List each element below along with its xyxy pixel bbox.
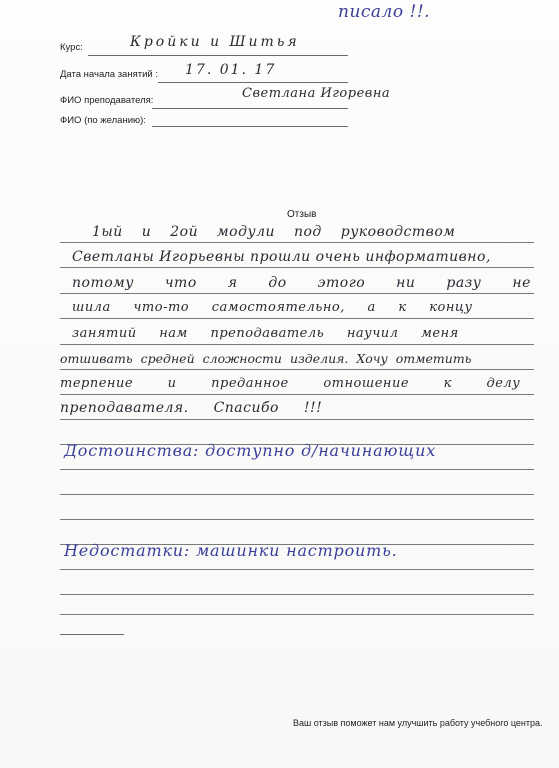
feedback-title: Отзыв [287,209,317,220]
ruled-line [60,394,534,395]
disadvantages-text: Недостатки: машинки настроить. [64,541,398,560]
corner-note: писало !!. [338,2,431,22]
advantages-text: Достоинства: доступно д/начинающих [64,441,437,460]
ruled-line [60,419,534,420]
ruled-line [60,318,534,319]
ruled-line [60,614,534,615]
ruled-line [60,293,534,294]
feedback-line: Светланы Игорьевны прошли очень информативно, [72,249,491,265]
ruled-line [60,494,534,495]
start-date-value: 17. 01. 17 [185,62,277,78]
ruled-line [60,519,534,520]
course-value: Кройки и Шитья [130,34,300,50]
feedback-line: занятий нам преподаватель научил меня [72,326,459,341]
ruled-line [60,469,534,470]
ruled-line [60,344,534,345]
feedback-line: терпение и преданное отношение к делу [60,376,521,391]
ruled-line [60,569,534,570]
feedback-line: преподавателя. Спасибо !!! [60,400,323,416]
feedback-line: отшивать средней сложности изделия. Хочу отметить [60,351,472,366]
feedback-line: потому что я до этого ни разу не [72,275,531,291]
ruled-line [60,594,534,595]
student-label: ФИО (по желанию): [60,115,146,126]
course-label: Курс: [60,42,83,53]
start-date-underline [158,82,348,83]
feedback-line: 1ый и 2ой модули под руководством [92,224,456,240]
ruled-line [60,369,534,370]
ruled-line [60,242,534,243]
teacher-underline [152,108,348,109]
student-underline [152,126,348,127]
start-date-label: Дата начала занятий : [60,69,158,80]
feedback-line: шила что-то самостоятельно, а к концу [72,300,473,315]
teacher-label: ФИО преподавателя: [60,95,154,106]
ruled-line [60,267,534,268]
teacher-value: Светлана Игоревна [242,86,391,101]
short-closing-line [60,634,124,635]
course-underline [88,55,348,56]
footer-note: Ваш отзыв поможет нам улучшить работу учебного центра. [293,718,543,728]
